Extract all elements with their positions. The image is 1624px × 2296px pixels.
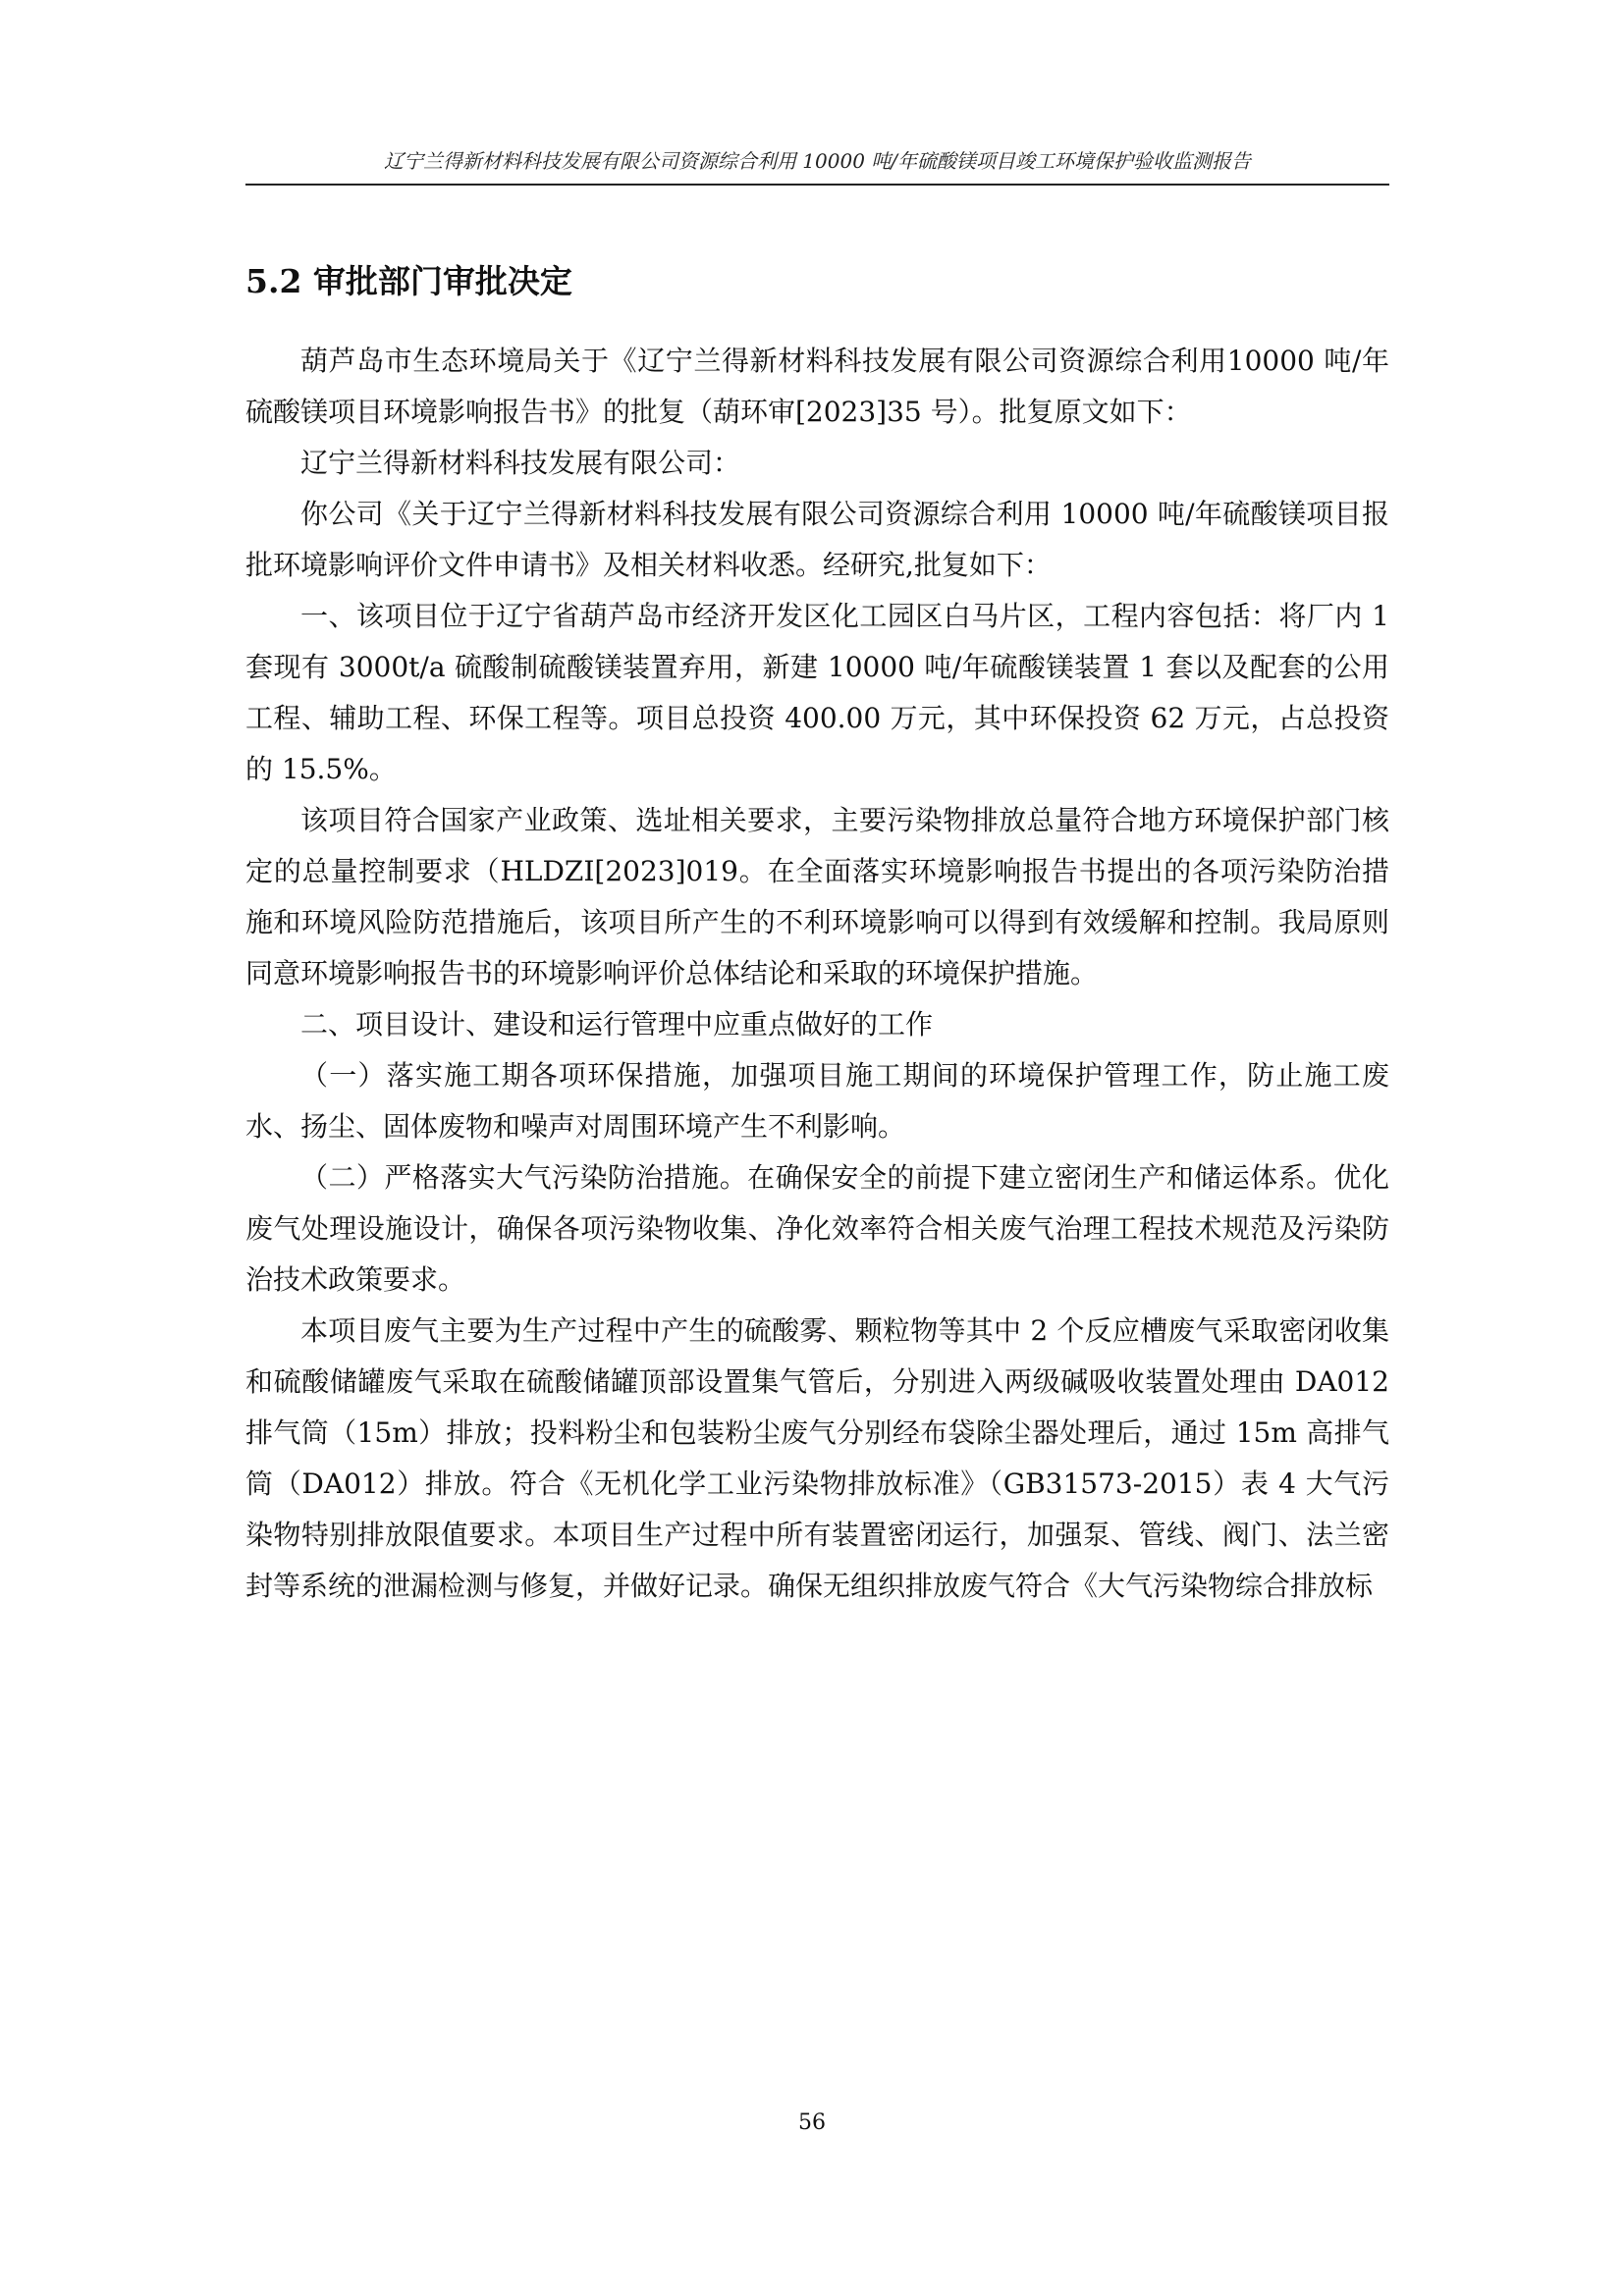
paragraph-air-pollution: （二）严格落实大气污染防治措施。在确保安全的前提下建立密闭生产和储运体系。优化废气处理设施设计，确保各项污染物收集、净化效率符合相关废气治理工程技术规范及污染防治技术政策要求。 <box>245 1161 1389 1296</box>
header-divider <box>245 184 1389 186</box>
paragraph-item-two: 二、项目设计、建设和运行管理中应重点做好的工作 <box>300 1008 934 1041</box>
paragraph-receipt: 你公司《关于辽宁兰得新材料科技发展有限公司资源综合利用 10000 吨/年硫酸镁项目报批环境影响评价文件申请书》及相关材料收悉。经研究,批复如下： <box>245 498 1389 581</box>
paragraph-item-one: 一、该项目位于辽宁省葫芦岛市经济开发区化工园区白马片区，工程内容包括：将厂内 1 套现有 3000t/a 硫酸制硫酸镁装置弃用，新建 10000 吨/年硫酸镁装置 1 套以及配套的公用工程、辅助工程、环保工程等。项目总投资 400.00 万元，其中环保投资 62 万元，占总投资的 15.5%。 <box>245 600 1389 785</box>
paragraph-intro: 葫芦岛市生态环境局关于《辽宁兰得新材料科技发展有限公司资源综合利用10000 吨/年硫酸镁项目环境影响报告书》的批复（葫环审[2023]35 号）。批复原文如下： <box>245 345 1389 428</box>
document-body <box>245 336 1389 1612</box>
paragraph-addressee: 辽宁兰得新材料科技发展有限公司： <box>300 447 741 479</box>
paragraph-construction-measures: （一）落实施工期各项环保措施，加强项目施工期间的环境保护管理工作，防止施工废水、扬尘、固体废物和噪声对周围环境产生不利影响。 <box>245 1059 1389 1143</box>
section-title: 5.2 审批部门审批决定 <box>245 262 572 300</box>
running-header: 辽宁兰得新材料科技发展有限公司资源综合利用 10000 吨/年硫酸镁项目竣工环境保护验收监测报告 <box>383 149 1252 173</box>
paragraph-compliance: 该项目符合国家产业政策、选址相关要求，主要污染物排放总量符合地方环境保护部门核定的总量控制要求（HLDZI[2023]019。在全面落实环境影响报告书提出的各项污染防治措施和环境风险防范措施后，该项目所产生的不利环境影响可以得到有效缓解和控制。我局原则同意环境影响报告书的环境影响评价总体结论和采取的环境保护措施。 <box>245 804 1389 989</box>
paragraph-exhaust-details: 本项目废气主要为生产过程中产生的硫酸雾、颗粒物等其中 2 个反应槽废气采取密闭收集和硫酸储罐废气采取在硫酸储罐顶部设置集气管后，分别进入两级碱吸收装置处理由 DA012 排气筒（15m）排放；投料粉尘和包装粉尘废气分别经布袋除尘器处理后，通过 15m 高排气筒（DA012）排放。符合《无机化学工业污染物排放标准》（GB31573-2015）表 4 大气污染物特别排放限值要求。本项目生产过程中所有装置密闭运行，加强泵、管线、阀门、法兰密封等系统的泄漏检测与修复，并做好记录。确保无组织排放废气符合《大气污染物综合排放标 <box>245 1314 1389 1602</box>
page-number: 56 <box>798 2110 826 2135</box>
